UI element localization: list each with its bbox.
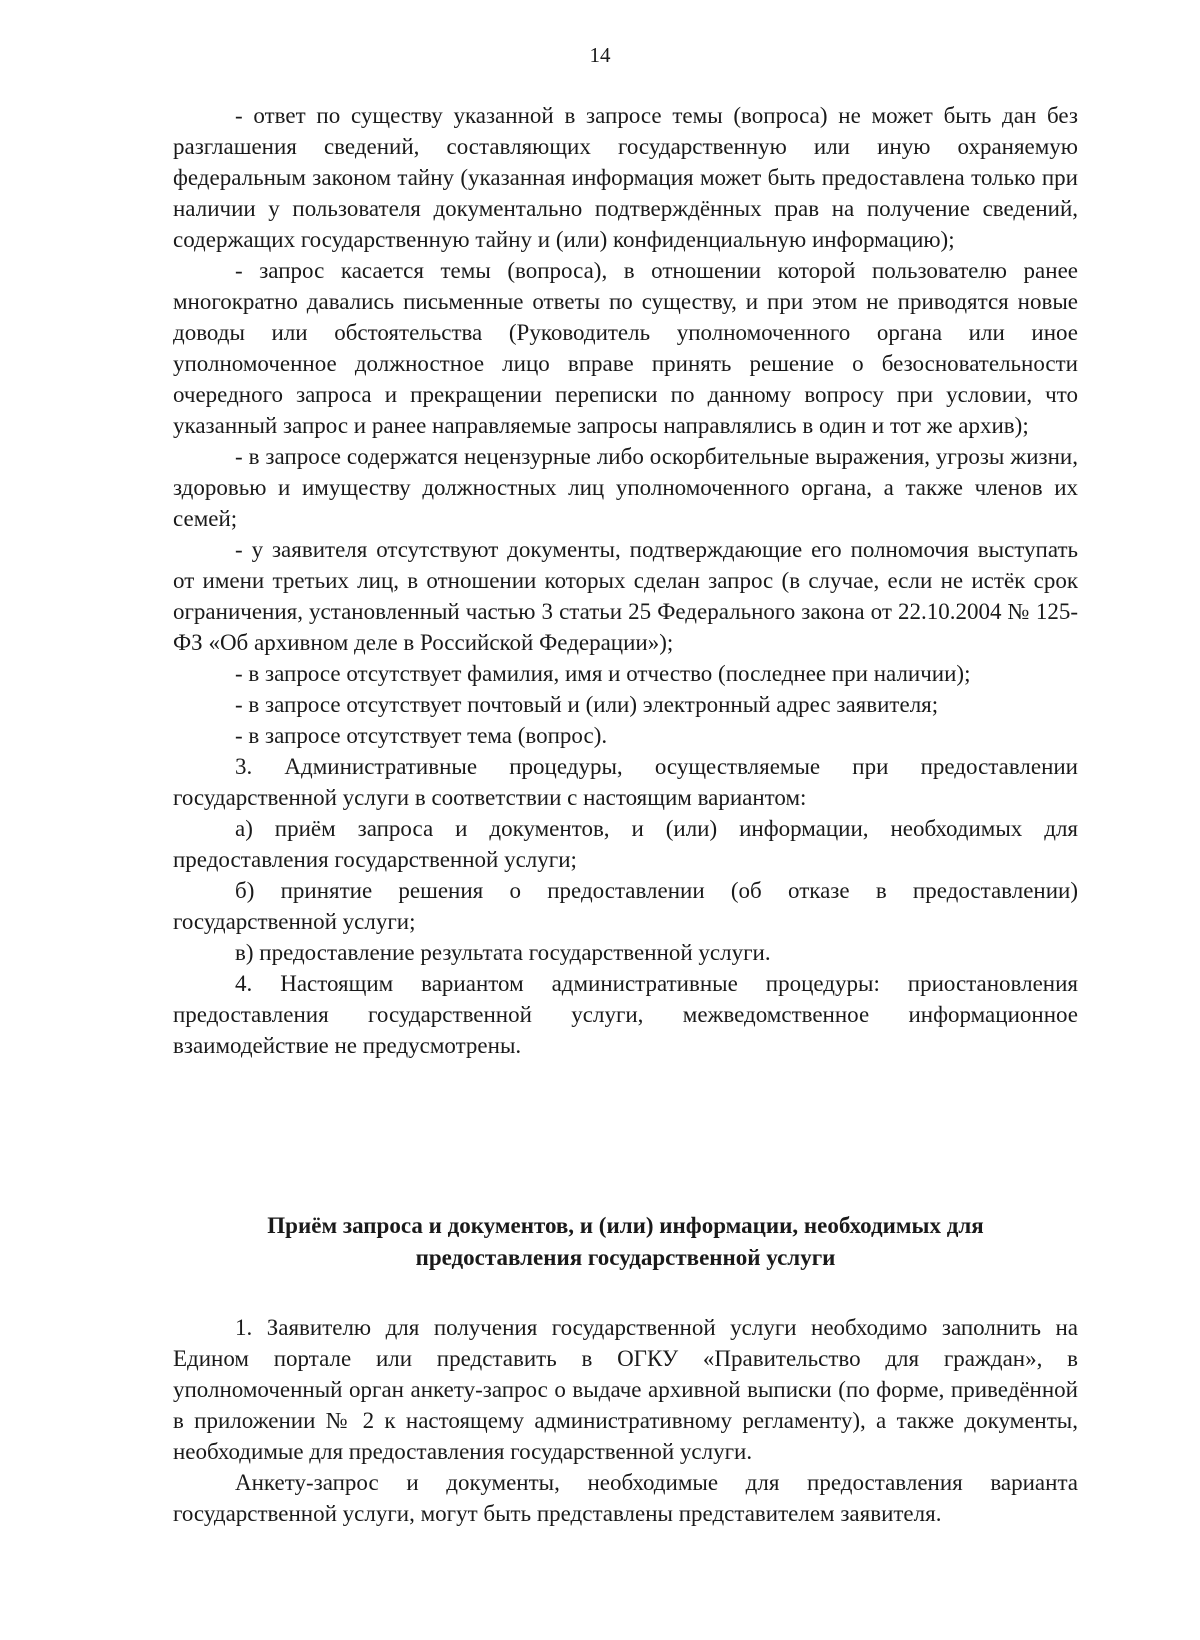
list-item-no-topic: - в запросе отсутствует тема (вопрос).	[235, 723, 608, 748]
section-heading-line-2: предоставления государственной услуги	[415, 1245, 836, 1270]
list-item-no-authority: - у заявителя отсутствуют документы, подтверждающие его полномочия выступать от имени третьих лиц, в отношении которых сделан запрос (в случае, если не истёк срок ограничения, установленный частью 3 статьи 25 Федерального закона от 22.10.2004 № 125-ФЗ «Об архивном деле в Российской Федерации»);	[173, 537, 1078, 655]
procedure-item-b: б) принятие решения о предоставлении (об отказе в предоставлении) государственной услуги;	[173, 878, 1078, 934]
section-paragraph-1: 1. Заявителю для получения государственной услуги необходимо заполнить на Едином портале или представить в ОГКУ «Правительство для граждан», в уполномоченный орган анкету-запрос о выдаче архивной выписки (по форме, приведённой в приложении № 2 к настоящему административному регламенту), а также документы, необходимые для предоставления государственной услуги.	[173, 1315, 1078, 1464]
procedure-item-a: а) приём запроса и документов, и (или) информации, необходимых для предоставления государственной услуги;	[173, 816, 1078, 872]
section-paragraph-2: Анкету-запрос и документы, необходимые для предоставления варианта государственной услуги, могут быть представлены представителем заявителя.	[173, 1470, 1078, 1526]
list-item-repeated-request: - запрос касается темы (вопроса), в отношении которой пользователю ранее многократно давались письменные ответы по существу, и при этом не приводятся новые доводы или обстоятельства (Руководитель уполномоченного органа или иное уполномоченное должностное лицо вправе принять решение о безосновательности очередного запроса и прекращении переписки по данному вопросу при условии, что указанный запрос и ранее направляемые запросы направлялись в один и тот же архив);	[173, 258, 1078, 438]
list-item-no-name: - в запросе отсутствует фамилия, имя и отчество (последнее при наличии);	[235, 661, 971, 686]
page-number: 14	[589, 43, 611, 67]
paragraph-procedures: 3. Административные процедуры, осуществляемые при предоставлении государственной услуги в соответствии с настоящим вариантом:	[173, 754, 1078, 810]
section-body	[173, 1312, 1078, 1529]
document-body	[173, 100, 1078, 1061]
paragraph-not-provided: 4. Настоящим вариантом административные процедуры: приостановления предоставления государственной услуги, межведомственное информационное взаимодействие не предусмотрены.	[173, 971, 1078, 1058]
list-item-secrecy: - ответ по существу указанной в запросе темы (вопроса) не может быть дан без разглашения сведений, составляющих государственную или иную охраняемую федеральным законом тайну (указанная информация может быть предоставлена только при наличии у пользователя документально подтверждённых прав на получение сведений, содержащих государственную тайну и (или) конфиденциальную информацию);	[173, 103, 1078, 252]
procedure-item-c: в) предоставление результата государственной услуги.	[235, 940, 771, 965]
list-item-offensive-language: - в запросе содержатся нецензурные либо оскорбительные выражения, угрозы жизни, здоровью и имуществу должностных лиц уполномоченного органа, а также членов их семей;	[173, 444, 1078, 531]
section-heading	[173, 1210, 1078, 1274]
section-heading-line-1: Приём запроса и документов, и (или) информации, необходимых для	[267, 1213, 984, 1238]
list-item-no-address: - в запросе отсутствует почтовый и (или) электронный адрес заявителя;	[235, 692, 939, 717]
